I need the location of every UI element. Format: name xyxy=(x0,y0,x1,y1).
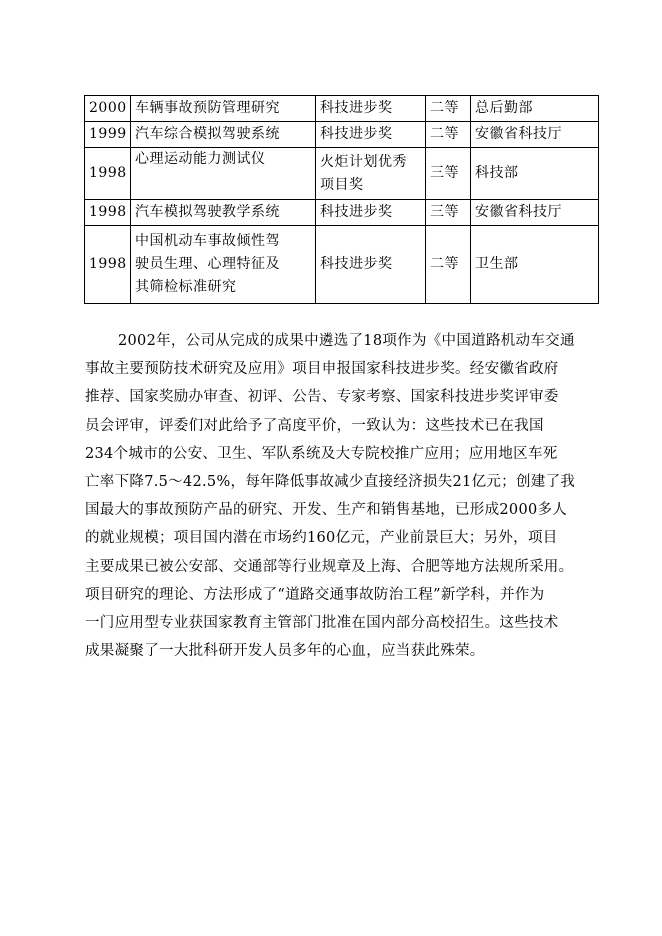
body-paragraph xyxy=(85,327,605,665)
paragraph-line: 的就业规模；项目国内潜在市场约160亿元，产业前景巨大；另外，项目 xyxy=(85,530,558,547)
project-cell xyxy=(131,148,316,200)
issuer-cell: 总后勤部 xyxy=(471,96,599,122)
award-line: 科技进步奖 xyxy=(320,256,393,272)
award-line: 科技进步奖 xyxy=(320,100,393,116)
paragraph-line: 成果凝聚了一大批科研开发人员多年的心血，应当获此殊荣。 xyxy=(85,643,485,660)
award-line: 火炬计划优秀 xyxy=(320,153,407,170)
award-type-cell xyxy=(316,200,426,226)
paragraph-line: 项目研究的理论、方法形成了“道路交通事故防治工程”新学科，并作为 xyxy=(85,586,545,603)
project-cell xyxy=(131,122,316,148)
paragraph-line: 国最大的事故预防产品的研究、开发、生产和销售基地，已形成2000多人 xyxy=(85,502,568,519)
table-row xyxy=(85,200,599,226)
table-row xyxy=(85,226,599,304)
table-row xyxy=(85,96,599,122)
paragraph-line: 2002年，公司从完成的成果中遴选了18项作为《中国道路机动车交通 xyxy=(118,333,575,349)
project-cell xyxy=(131,200,316,226)
project-line: 其筛检标准研究 xyxy=(135,279,237,295)
year-cell: 1998 xyxy=(85,226,131,304)
year-cell: 1998 xyxy=(85,148,131,200)
award-line: 科技进步奖 xyxy=(320,204,393,220)
award-type-cell xyxy=(316,226,426,304)
project-line: 中国机动车事故倾性驾 xyxy=(135,233,280,249)
project-cell xyxy=(131,226,316,304)
issuer-cell: 安徽省科技厅 xyxy=(471,122,599,148)
award-level-cell: 三等 xyxy=(426,148,471,200)
paragraph-line: 员会评审，评委们对此给予了高度平价，一致认为：这些技术已在我国 xyxy=(85,417,544,434)
project-line: 车辆事故预防管理研究 xyxy=(135,100,280,116)
award-level-cell: 二等 xyxy=(426,122,471,148)
paragraph-line: 主要成果已被公安部、交通部等行业规章及上海、合肥等地方法规所采用。 xyxy=(85,558,574,575)
award-level-cell: 二等 xyxy=(426,226,471,304)
paragraph-line: 推荐、国家奖励办审查、初评、公告、专家考察、国家科技进步奖评审委 xyxy=(85,389,559,406)
issuer-cell: 卫生部 xyxy=(471,226,599,304)
table-row xyxy=(85,148,599,200)
paragraph-line: 亡率下降7.5～42.5%，每年降低事故减少直接经济损失21亿元；创建了我 xyxy=(85,473,576,490)
award-line: 项目奖 xyxy=(320,176,364,193)
project-line: 心理运动能力测试仪 xyxy=(135,151,266,167)
year-cell: 1999 xyxy=(85,122,131,148)
project-line: 汽车综合模拟驾驶系统 xyxy=(135,126,280,142)
project-line: 驶员生理、心理特征及 xyxy=(135,256,280,272)
award-line: 科技进步奖 xyxy=(320,126,393,142)
year-cell: 2000 xyxy=(85,96,131,122)
award-level-cell: 三等 xyxy=(426,200,471,226)
year-cell: 1998 xyxy=(85,200,131,226)
issuer-cell: 安徽省科技厅 xyxy=(471,200,599,226)
project-cell xyxy=(131,96,316,122)
award-type-cell xyxy=(316,148,426,200)
issuer-cell: 科技部 xyxy=(471,148,599,200)
paragraph-line: 事故主要预防技术研究及应用》项目申报国家科技进步奖。经安徽省政府 xyxy=(85,361,559,378)
table-row xyxy=(85,122,599,148)
paragraph-line: 234个城市的公安、卫生、军队系统及大专院校推广应用；应用地区车死 xyxy=(85,445,558,462)
paragraph-line: 一门应用型专业获国家教育主管部门批准在国内部分高校招生。这些技术 xyxy=(85,614,559,631)
award-type-cell xyxy=(316,122,426,148)
award-type-cell xyxy=(316,96,426,122)
project-line: 汽车模拟驾驶教学系统 xyxy=(135,204,280,220)
awards-table xyxy=(84,95,599,304)
award-level-cell: 二等 xyxy=(426,96,471,122)
